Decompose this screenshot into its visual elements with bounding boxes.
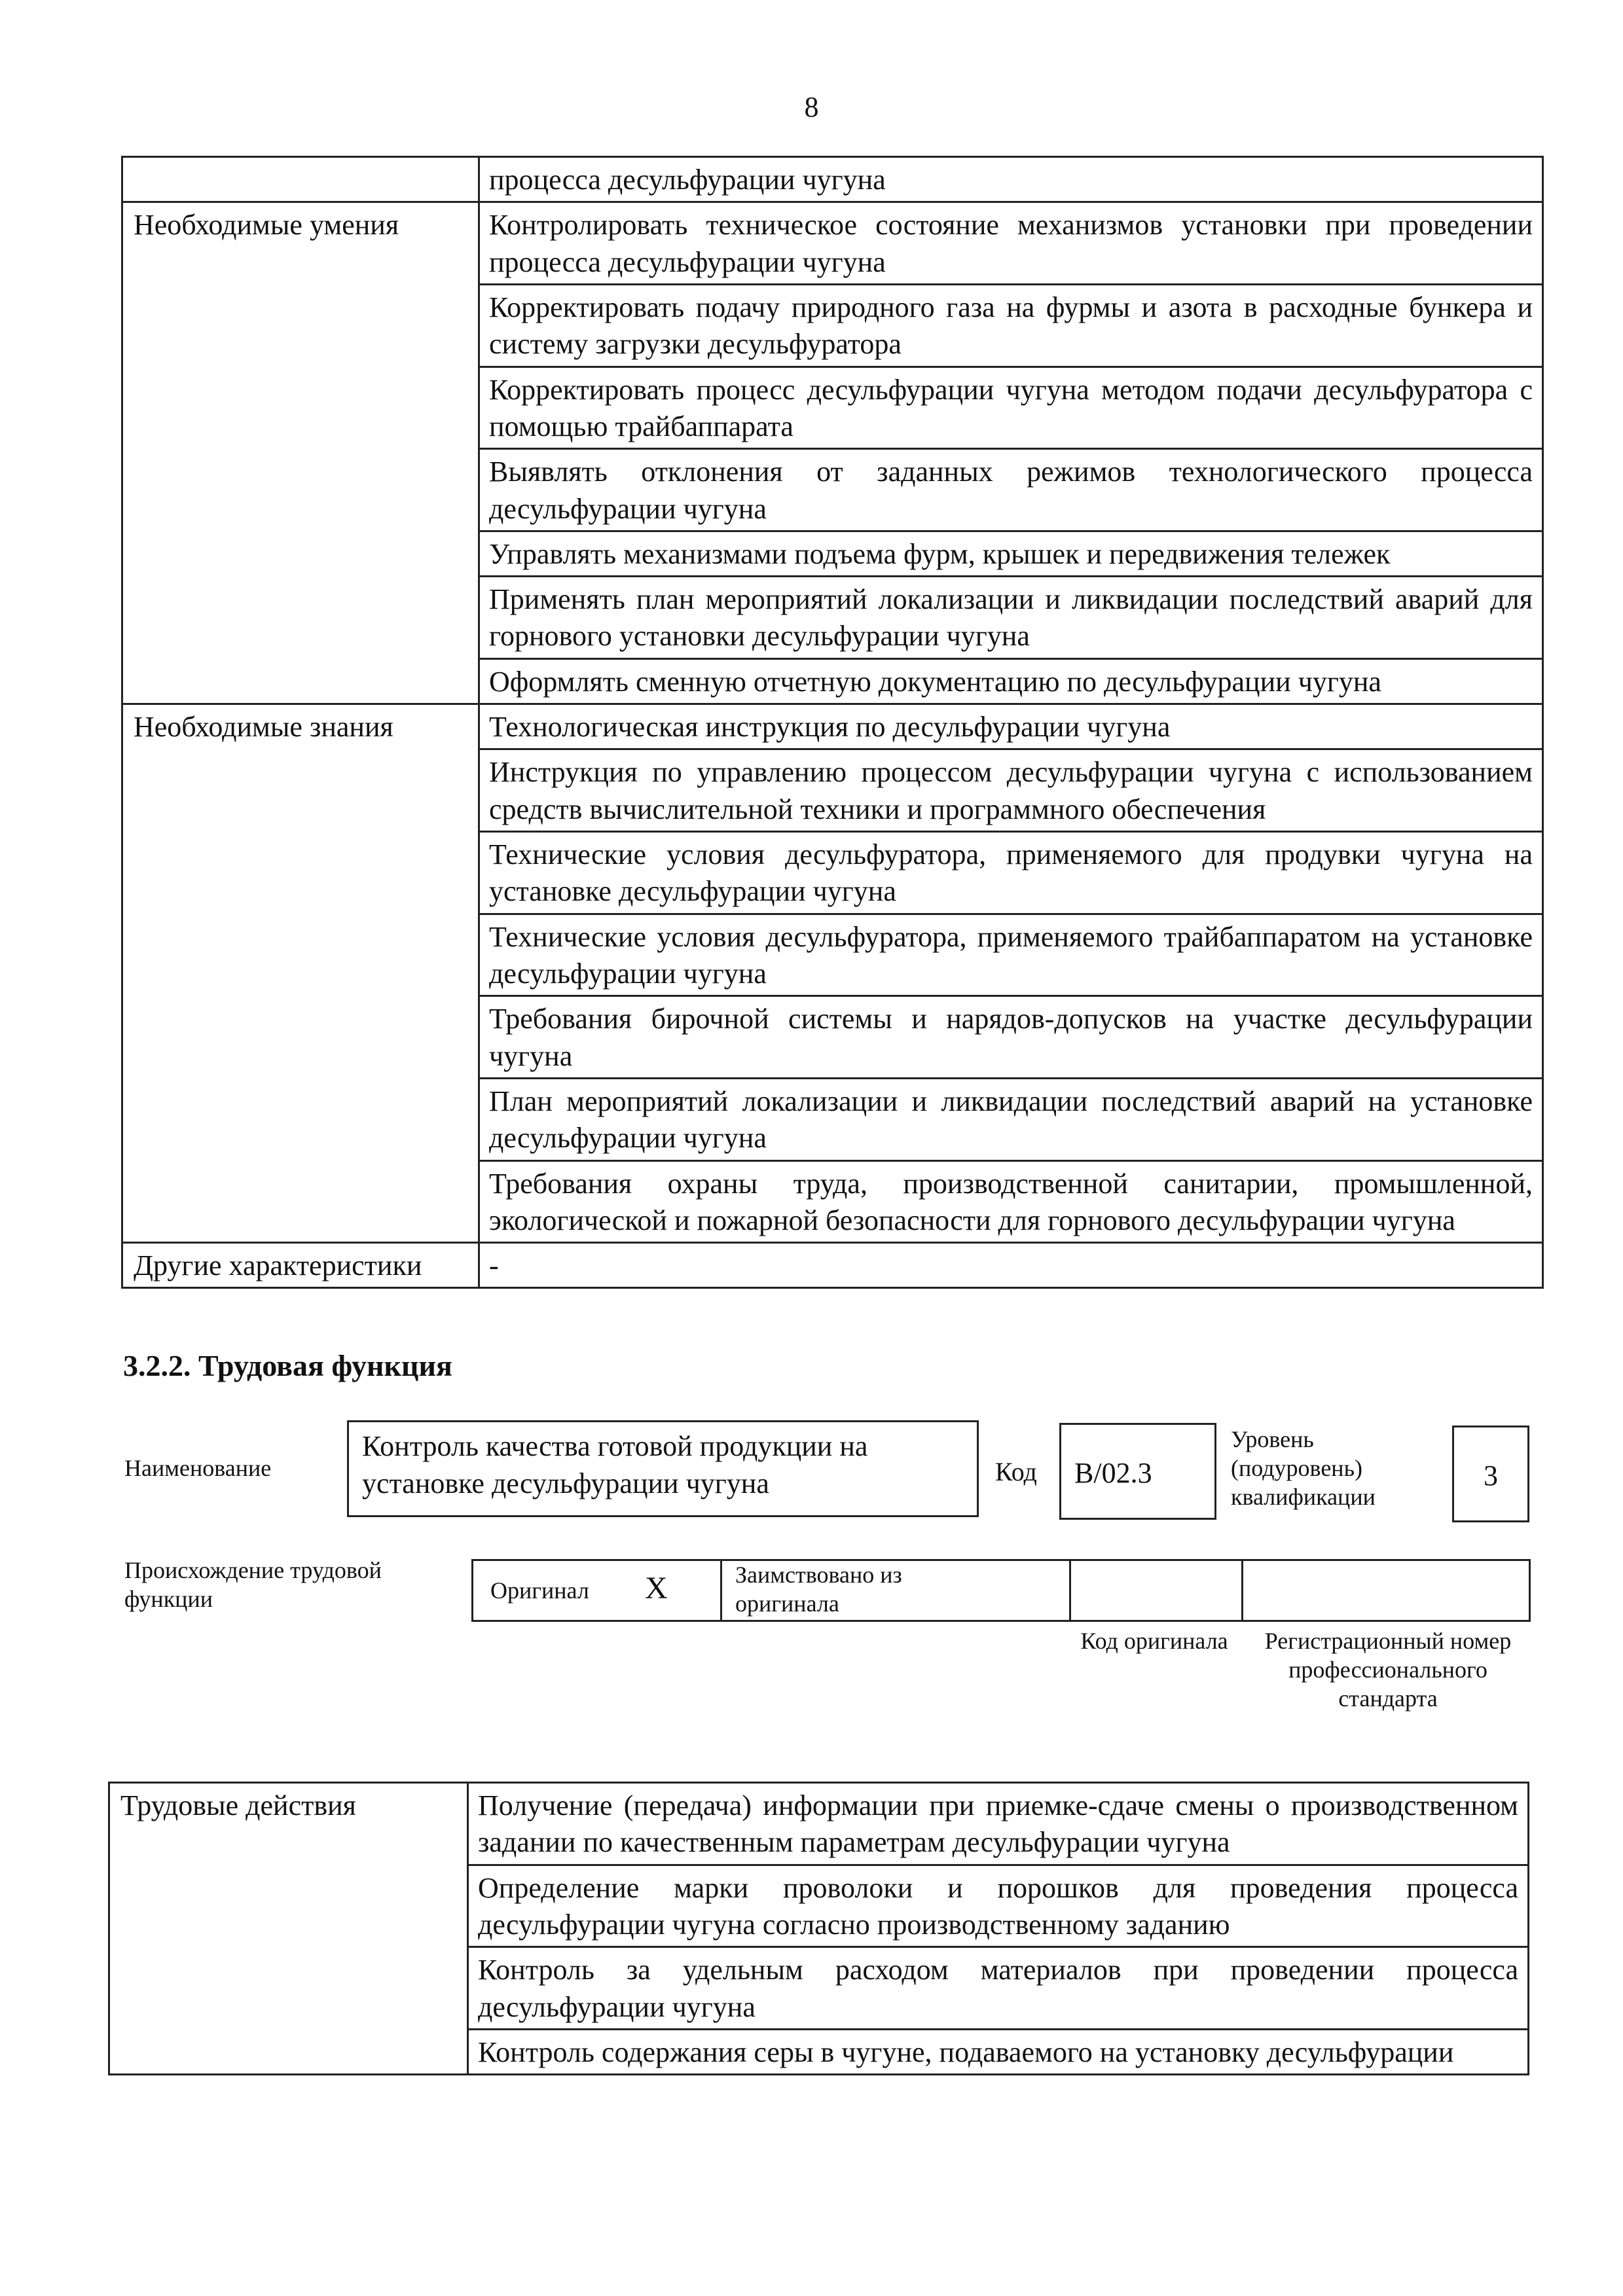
- origin-table: [471, 1559, 1531, 1622]
- skill-item: Корректировать процесс десульфурации чугуна методом подачи десульфуратора с помощью трайбаппарата: [479, 367, 1543, 449]
- knowledge-item: Инструкция по управлению процессом десульфурации чугуна с использованием средств вычислительной техники и программного обеспечения: [479, 749, 1543, 832]
- skill-item: Выявлять отклонения от заданных режимов технологического процесса десульфурации чугуна: [479, 449, 1543, 531]
- knowledge-item: Технические условия десульфуратора, применяемого для продувки чугуна на установке десульфурации чугуна: [479, 832, 1543, 914]
- original-mark: X: [645, 1571, 668, 1605]
- action-item: Контроль за удельным расходом материалов при проведении процесса десульфурации чугуна: [468, 1947, 1529, 2030]
- action-item: Получение (передача) информации при приемке-сдаче смены о производственном задании по качественным параметрам десульфурации чугуна: [468, 1783, 1529, 1865]
- code-box: [1059, 1423, 1216, 1520]
- actions-table: [108, 1782, 1529, 2075]
- skill-item: Контролировать техническое состояние механизмов установки при проведении процесса десульфурации чугуна: [479, 202, 1543, 285]
- table-row: [122, 202, 1543, 285]
- knowledge-item: Технологическая инструкция по десульфурации чугуна: [479, 704, 1543, 749]
- table-row: [109, 1783, 1529, 1865]
- knowledge-item: Технические условия десульфуратора, применяемого трайбаппаратом на установке десульфурации чугуна: [479, 914, 1543, 996]
- actions-label: Трудовые действия: [109, 1783, 468, 2075]
- other-value: -: [479, 1243, 1543, 1288]
- level-label: Уровень (подуровень) квалификации: [1231, 1426, 1376, 1510]
- skill-item: Оформлять сменную отчетную документацию по десульфурации чугуна: [479, 658, 1543, 704]
- knowledge-item: План мероприятий локализации и ликвидации последствий аварий на установке десульфурации чугуна: [479, 1078, 1543, 1160]
- knowledge-label: Необходимые знания: [122, 704, 479, 1243]
- skill-item: Управлять механизмами подъема фурм, крышек и передвижения тележек: [479, 531, 1543, 576]
- skills-knowledge-table: [121, 156, 1544, 1289]
- function-name: Контроль качества готовой продукции на установке десульфурации чугуна: [362, 1430, 868, 1500]
- code-value: B/02.3: [1074, 1457, 1152, 1489]
- page-number: 8: [804, 91, 819, 123]
- skill-item: Применять план мероприятий локализации и ликвидации последствий аварий для горнового установки десульфурации чугуна: [479, 577, 1543, 659]
- original-label: Оригинал: [490, 1577, 589, 1604]
- action-item: Определение марки проволоки и порошков для проведения процесса десульфурации чугуна согласно производственному заданию: [468, 1865, 1529, 1947]
- other-label: Другие характеристики: [122, 1243, 479, 1288]
- action-item: Контроль содержания серы в чугуне, подаваемого на установку десульфурации: [468, 2029, 1529, 2074]
- continuation-cell: процесса десульфурации чугуна: [479, 157, 1543, 202]
- table-row: [122, 1243, 1543, 1288]
- table-row: [122, 704, 1543, 749]
- skills-label: Необходимые умения: [122, 202, 479, 704]
- code-label: Код: [995, 1457, 1037, 1486]
- name-label: Наименование: [124, 1455, 272, 1481]
- reg-number-caption: Регистрационный номер профессионального стандарта: [1264, 1628, 1512, 1712]
- table-row: [122, 157, 1543, 202]
- skill-item: Корректировать подачу природного газа на фурмы и азота в расходные бункера и систему загрузки десульфуратора: [479, 284, 1543, 367]
- section-title: 3.2.2. Трудовая функция: [123, 1349, 452, 1382]
- origin-label: Происхождение трудовой функции: [124, 1557, 382, 1612]
- level-value: 3: [1484, 1460, 1498, 1492]
- knowledge-item: Требования охраны труда, производственной санитарии, промышленной, экологической и пожарной безопасности для горнового десульфурации чугуна: [479, 1160, 1543, 1243]
- level-box: [1452, 1426, 1529, 1522]
- borrowed-label: Заимствовано из оригинала: [735, 1562, 902, 1617]
- knowledge-item: Требования бирочной системы и нарядов-допусков на участке десульфурации чугуна: [479, 996, 1543, 1079]
- function-name-box: [347, 1420, 979, 1517]
- code-original-caption: Код оригинала: [1080, 1628, 1228, 1654]
